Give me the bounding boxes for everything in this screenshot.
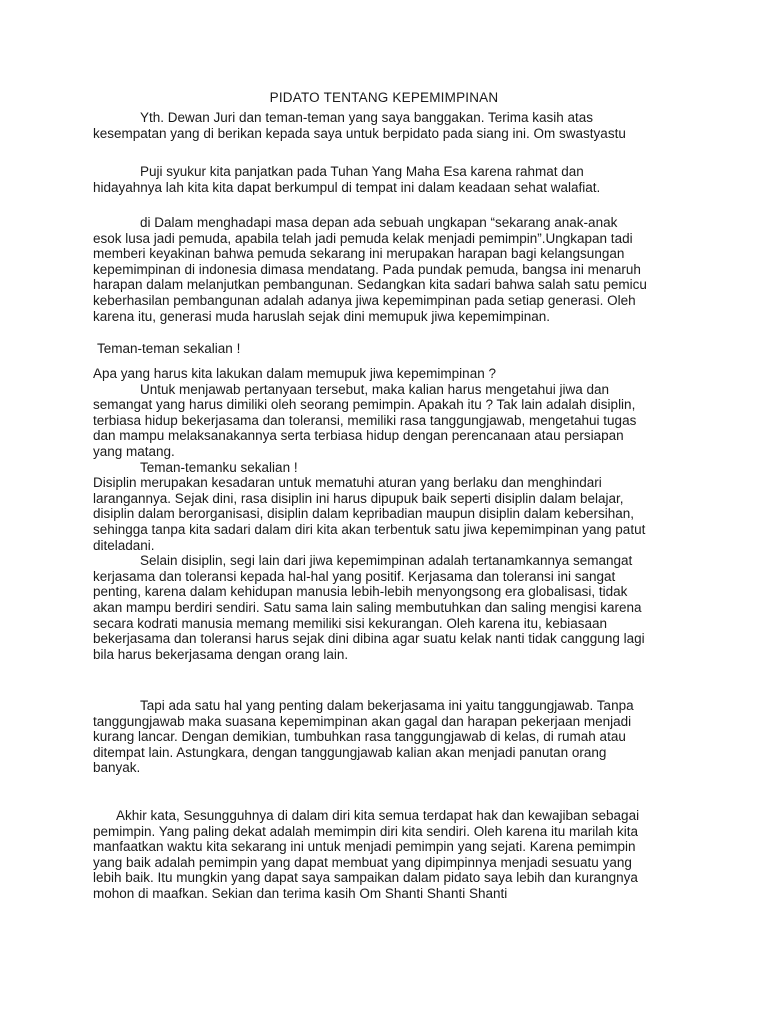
text-line: Apa yang harus kita lakukan dalam memupuk jiwa kepemimpinan ? <box>93 366 496 381</box>
text-line: bila harus bekerjasama dengan orang lain. <box>93 646 349 662</box>
text-line: Puji syukur kita panjatkan pada Tuhan Yang Maha Esa karena rahmat dan <box>140 164 584 179</box>
text-line: yang baik adalah pemimpin yang dapat membuat yang dipimpinnya menjadi sesuatu yang <box>93 854 632 870</box>
text-line: mohon di maafkan. Sekian dan terima kasih Om Shanti Shanti Shanti <box>93 885 508 901</box>
text-line: karena itu, generasi muda haruslah sejak dini memupuk jiwa kepemimpinan. <box>93 308 550 324</box>
text-line: sehingga tanpa kita sadari dalam diri kita akan terbentuk satu jiwa kepemimpinan yang patut <box>93 521 646 537</box>
text-line: Selain disiplin, segi lain dari jiwa kepemimpinan adalah tertanamkannya semangat <box>140 553 633 569</box>
text-line: Disiplin merupakan kesadaran untuk mematuhi aturan yang berlaku dan menghindari <box>93 475 602 491</box>
text-line: kerjasama dan toleransi kepada hal-hal yang positif. Kerjasama dan toleransi ini sangat <box>93 568 616 584</box>
text-line: hidayahnya lah kita kita dapat berkumpul di tempat ini dalam keadaan sehat walafiat. <box>93 179 601 195</box>
text-line: Teman-teman sekalian ! <box>97 341 241 356</box>
text-line: secara kodrati manusia memang memiliki sisi kekurangan. Oleh karena itu, kebiasaan <box>93 615 607 631</box>
text-line: akan mampu berdiri sendiri. Satu sama lain saling membutuhkan dan saling mengisi karena <box>93 599 642 615</box>
text-line: manfaatkan waktu kita sekarang ini untuk menjadi pemimpin yang sejati. Karena pemimpin <box>93 839 636 855</box>
text-line: memberi keyakinan bahwa pemuda sekarang ini merupakan harapan bagi kelangsungan <box>93 246 625 262</box>
text-line: esok lusa jadi pemuda, apabila telah jadi pemuda kelak menjadi pemimpin”.Ungkapan tadi <box>93 230 633 246</box>
paragraph-address <box>93 341 685 357</box>
text-line: lebih baik. Itu mungkin yang dapat saya sampaikan dalam pidato saya lebih dan kurangnya <box>93 870 638 886</box>
text-line: ditempat lain. Astungkara, dengan tanggungjawab kalian akan menjadi panutan orang <box>93 744 607 760</box>
text-line: larangannya. Sejak dini, rasa disiplin ini harus dipupuk baik seperti disiplin dalam belajar, <box>93 490 624 506</box>
text-line: tanggungjawab maka suasana kepemimpinan akan gagal dan harapan pekerjaan menjadi <box>93 713 632 729</box>
paragraph-body <box>93 366 685 662</box>
text-line: Yth. Dewan Juri dan teman-teman yang saya banggakan. Terima kasih atas <box>140 110 594 125</box>
text-line: kesempatan yang di berikan kepada saya untuk berpidato pada siang ini. Om swastyastu <box>93 125 626 141</box>
text-line: kurang lancar. Dengan demikian, tumbuhkan rasa tanggungjawab di kelas, di rumah atau <box>93 729 626 745</box>
text-line: diteladani. <box>93 537 155 553</box>
text-line: Teman-temanku sekalian ! <box>140 459 298 475</box>
text-line: disiplin dalam berorganisasi, disiplin dalam kepribadian maupun disiplin dalam kebersihan, <box>93 506 635 522</box>
text-line: yang matang. <box>93 443 175 459</box>
paragraph-gratitude <box>93 164 685 195</box>
text-line: Untuk menjawab pertanyaan tersebut, maka kalian harus mengetahui jiwa dan <box>140 381 610 397</box>
text-line: dan mampu melaksanakannya serta terbiasa hidup dengan perencanaan atau persiapan <box>93 428 624 444</box>
text-line: bekerjasama dan toleransi harus sejak dini dibina agar suatu kelak nanti tidak canggung lagi <box>93 631 645 647</box>
paragraph-responsibility <box>93 698 685 776</box>
paragraph-greeting <box>93 110 685 141</box>
text-line: kepemimpinan di indonesia dimasa mendatang. Pada pundak pemuda, bangsa ini menaruh <box>93 261 641 277</box>
text-line: Akhir kata, Sesungguhnya di dalam diri kita semua terdapat hak dan kewajiban sebagai <box>116 808 640 823</box>
text-line: terbiasa hidup bekerjasama dan toleransi, memiliki rasa tanggungjawab, mengetahui tugas <box>93 412 637 428</box>
text-line: Tapi ada satu hal yang penting dalam bekerjasama ini yaitu tanggungjawab. Tanpa <box>140 698 634 713</box>
document-title: PIDATO TENTANG KEPEMIMPINAN <box>269 90 499 105</box>
text-line: pemimpin. Yang paling dekat adalah memimpin diri kita sendiri. Oleh karena itu marilah kita <box>93 823 639 839</box>
text-line: harapan dalam melanjutkan pembangunan. Sedangkan kita sadari bahwa salah satu pemicu <box>93 277 647 293</box>
text-line: penting, karena dalam kehidupan manusia lebih-lebih menyongsong era globalisasi, tidak <box>93 584 628 600</box>
paragraph-closing <box>93 808 685 902</box>
text-line: keberhasilan pembangunan adalah adanya jiwa kepemimpinan pada setiap generasi. Oleh <box>93 292 636 308</box>
paragraph-future <box>93 215 685 324</box>
text-line: semangat yang harus dimiliki oleh seorang pemimpin. Apakah itu ? Tak lain adalah disiplin, <box>93 397 636 413</box>
text-line: banyak. <box>93 760 141 776</box>
text-line: di Dalam menghadapi masa depan ada sebuah ungkapan “sekarang anak-anak <box>140 215 618 230</box>
